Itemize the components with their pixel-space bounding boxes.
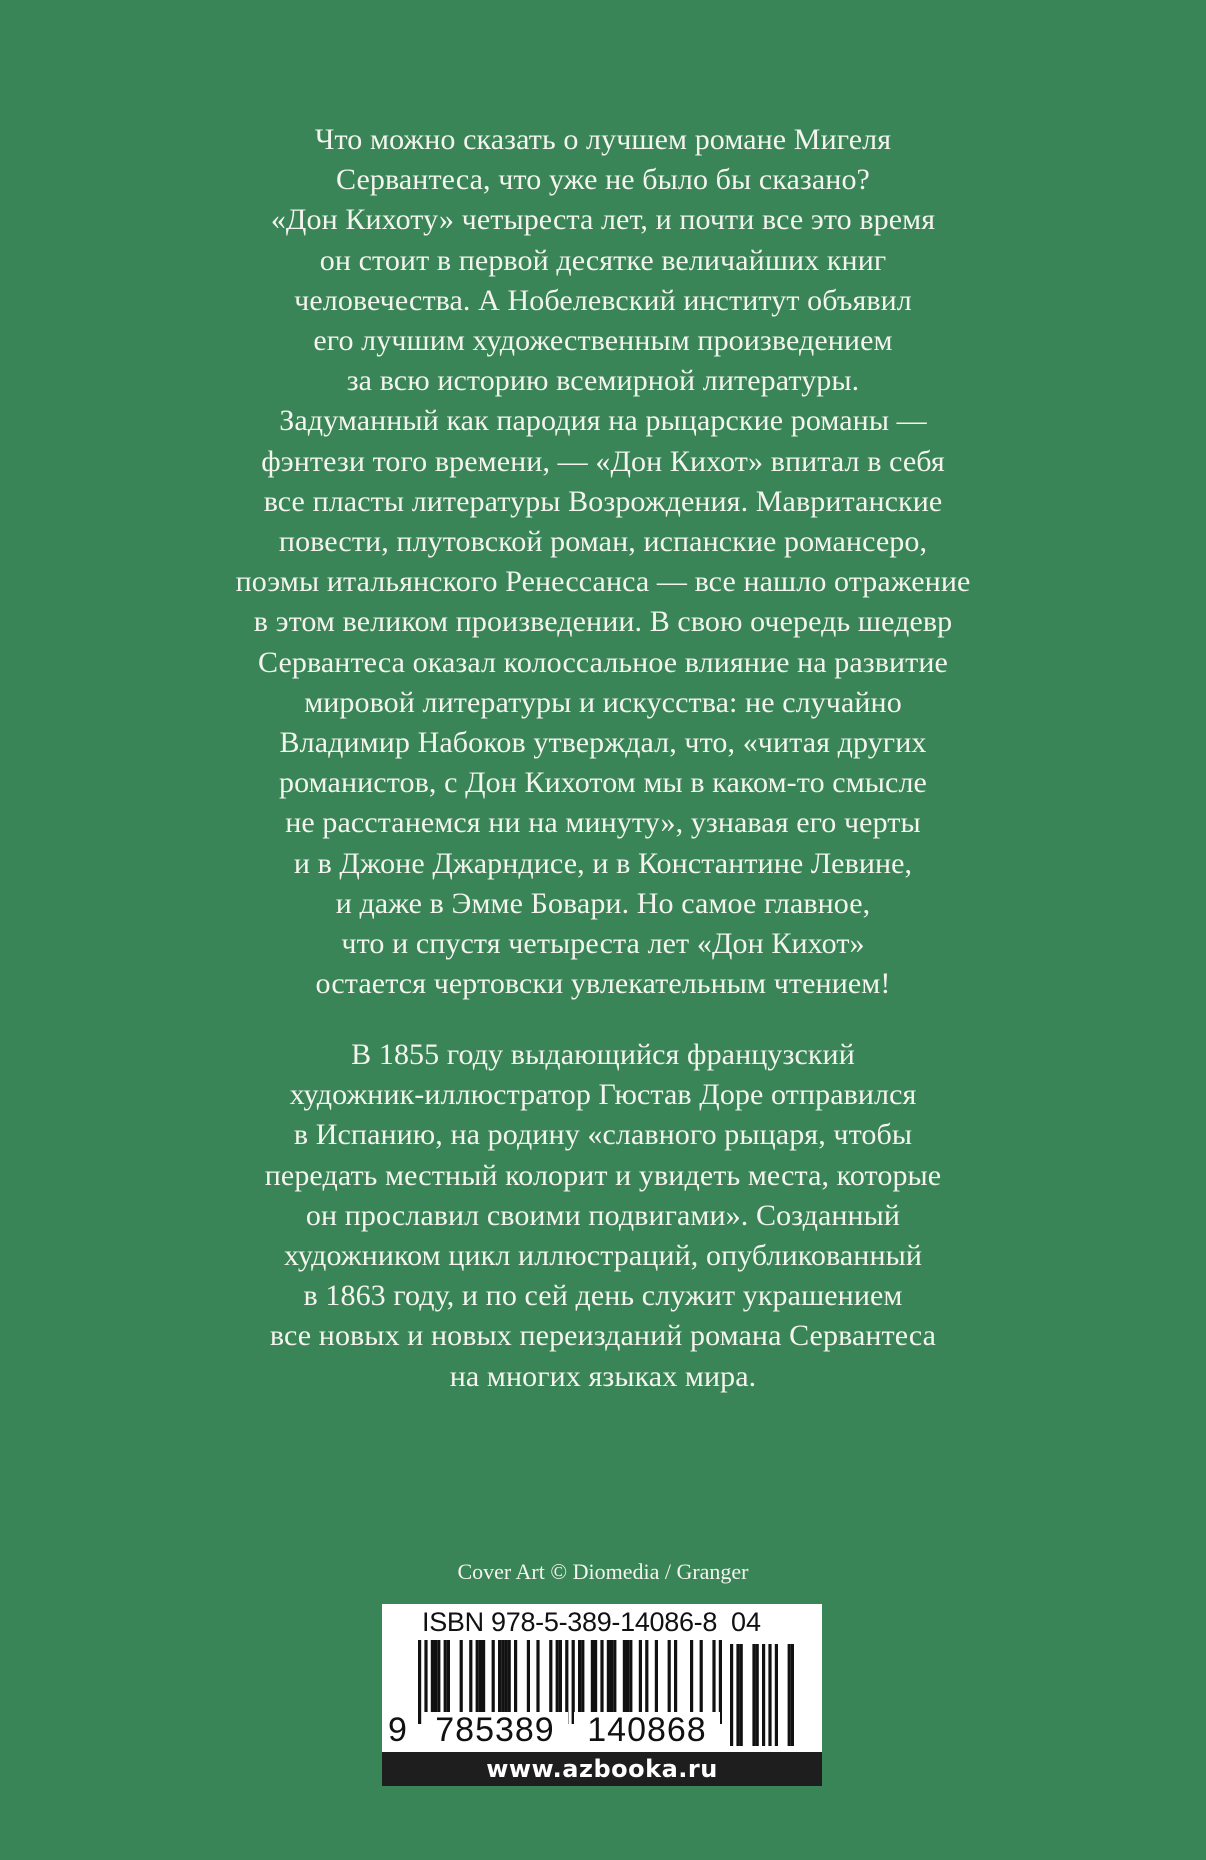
barcode-bar: [504, 1640, 507, 1714]
barcode-bar: [623, 1640, 626, 1714]
text-line: остается чертовски увлекательным чтением!: [315, 967, 891, 1001]
barcode-bar: [581, 1640, 584, 1714]
barcode-bar: [498, 1640, 501, 1714]
barcode-bar: [690, 1640, 693, 1714]
barcode-bar: [645, 1640, 648, 1714]
barcode-bar: [559, 1640, 562, 1714]
text-line: Что можно сказать о лучшем романе Мигеля: [314, 123, 892, 156]
barcode-bar: [629, 1640, 632, 1714]
addon-bar: [791, 1644, 794, 1746]
text-line: все пласты литературы Возрождения. Мавританские: [263, 484, 943, 518]
website-url: www.azbooka.ru: [382, 1752, 822, 1786]
barcode-bar: [536, 1640, 539, 1714]
isbn-barcode: [382, 1604, 822, 1786]
addon-bar: [762, 1644, 765, 1746]
description-paragraph-1: [0, 120, 1206, 1004]
barcode-bar: [444, 1640, 447, 1714]
text-line: его лучшим художественным произведением: [313, 324, 893, 358]
barcode-bar: [527, 1640, 530, 1714]
text-line: Владимир Набоков утверждал, что, «читая других: [279, 726, 927, 760]
text-line: в 1863 году, и по сей день служит украшением: [303, 1279, 903, 1313]
text-line: фэнтези того времени, — «Дон Кихот» впитал в себя: [261, 444, 945, 478]
barcode-bar: [492, 1640, 495, 1714]
ean-left-digits: 785389: [422, 1712, 568, 1748]
barcode-bar: [479, 1640, 482, 1714]
barcode-bar: [476, 1640, 479, 1714]
barcode-bar: [613, 1640, 616, 1714]
barcode-bar: [674, 1640, 677, 1714]
addon-bar: [736, 1644, 739, 1746]
barcode-bar: [434, 1640, 437, 1714]
barcode-bar: [639, 1640, 642, 1714]
barcode-bar: [607, 1640, 610, 1714]
barcode-guard-bar: [418, 1640, 421, 1724]
ean-right-digits: 140868: [574, 1712, 720, 1748]
barcode-bar: [431, 1640, 434, 1714]
text-line: художник-иллюстратор Гюстав Доре отправился: [289, 1078, 917, 1112]
barcode-bar: [610, 1640, 613, 1714]
barcode-bar: [514, 1640, 517, 1714]
text-line: и в Джоне Джарндисе, и в Константине Левине,: [293, 846, 913, 880]
text-line: и даже в Эмме Бовари. Но самое главное,: [335, 886, 871, 920]
barcode-bar: [460, 1640, 463, 1714]
text-line: Сервантеса, что уже не было бы сказано?: [336, 163, 870, 197]
addon-bar: [730, 1644, 733, 1746]
text-line: повести, плутовской роман, испанские романсеро,: [278, 525, 928, 559]
barcode-bar: [668, 1640, 671, 1714]
barcode-bar: [591, 1640, 594, 1714]
text-line: он прославил своими подвигами». Созданный: [305, 1198, 901, 1232]
addon-bar: [788, 1644, 791, 1746]
text-line: он стоит в первой десятке величайших книг: [319, 243, 887, 277]
text-line: передать местный колорит и увидеть места, которые: [264, 1158, 942, 1192]
text-line: художником цикл иллюстраций, опубликованный: [283, 1239, 923, 1273]
text-line: за всю историю всемирной литературы.: [346, 364, 860, 398]
text-line: мировой литературы и искусства: не случайно: [304, 685, 902, 719]
barcode-bar: [700, 1640, 703, 1714]
text-line: не расстанемся ни на минуту», узнавая его черты: [285, 806, 921, 840]
text-line: в этом великом произведении. В свою очередь шедевр: [253, 605, 953, 639]
barcode-bar: [437, 1640, 440, 1714]
barcode-bar: [469, 1640, 472, 1714]
ean-first-digit: 9: [388, 1711, 407, 1749]
barcode-bar: [501, 1640, 504, 1714]
cover-art-credit: Cover Art © Diomedia / Granger: [457, 1559, 749, 1584]
addon-bar: [768, 1644, 771, 1746]
description-paragraph-2: [0, 1035, 1206, 1397]
text-line: «Дон Кихоту» четыреста лет, и почти все это время: [270, 203, 936, 237]
text-line: поэмы итальянского Ренессанса — все нашло отражение: [235, 565, 971, 599]
barcode-bar: [556, 1640, 559, 1714]
text-line: на многих языках мира.: [449, 1359, 757, 1393]
barcode-bar: [655, 1640, 658, 1714]
barcode-bar: [626, 1640, 629, 1714]
barcode-bar: [549, 1640, 552, 1714]
isbn-label: ISBN 978-5-389-14086-8: [422, 1607, 718, 1637]
text-line: В 1855 году выдающийся французский: [351, 1038, 855, 1071]
barcode-bar: [600, 1640, 603, 1714]
text-line: человечества. А Нобелевский институт объявил: [294, 283, 912, 317]
barcode-bar: [508, 1640, 511, 1714]
text-line: все новых и новых переизданий романа Сервантеса: [269, 1319, 937, 1353]
barcode-bar: [482, 1640, 485, 1714]
addon-bar: [756, 1644, 759, 1746]
text-line: в Испанию, на родину «славного рыцаря, чтобы: [293, 1118, 913, 1152]
addon-bar: [752, 1644, 755, 1746]
barcode-addon-code: 04: [731, 1607, 762, 1637]
barcode-bar: [594, 1640, 597, 1714]
text-line: что и спустя четыреста лет «Дон Кихот»: [341, 927, 865, 961]
barcode-bar: [447, 1640, 450, 1714]
text-line: Сервантеса оказал колоссальное влияние на развитие: [258, 645, 948, 679]
addon-bar: [775, 1644, 778, 1746]
text-line: романистов, с Дон Кихотом мы в каком-то смысле: [279, 766, 927, 800]
barcode-bar: [578, 1640, 581, 1714]
addon-bar: [740, 1644, 743, 1746]
text-line: Задуманный как пародия на рыцарские романы —: [279, 404, 927, 438]
